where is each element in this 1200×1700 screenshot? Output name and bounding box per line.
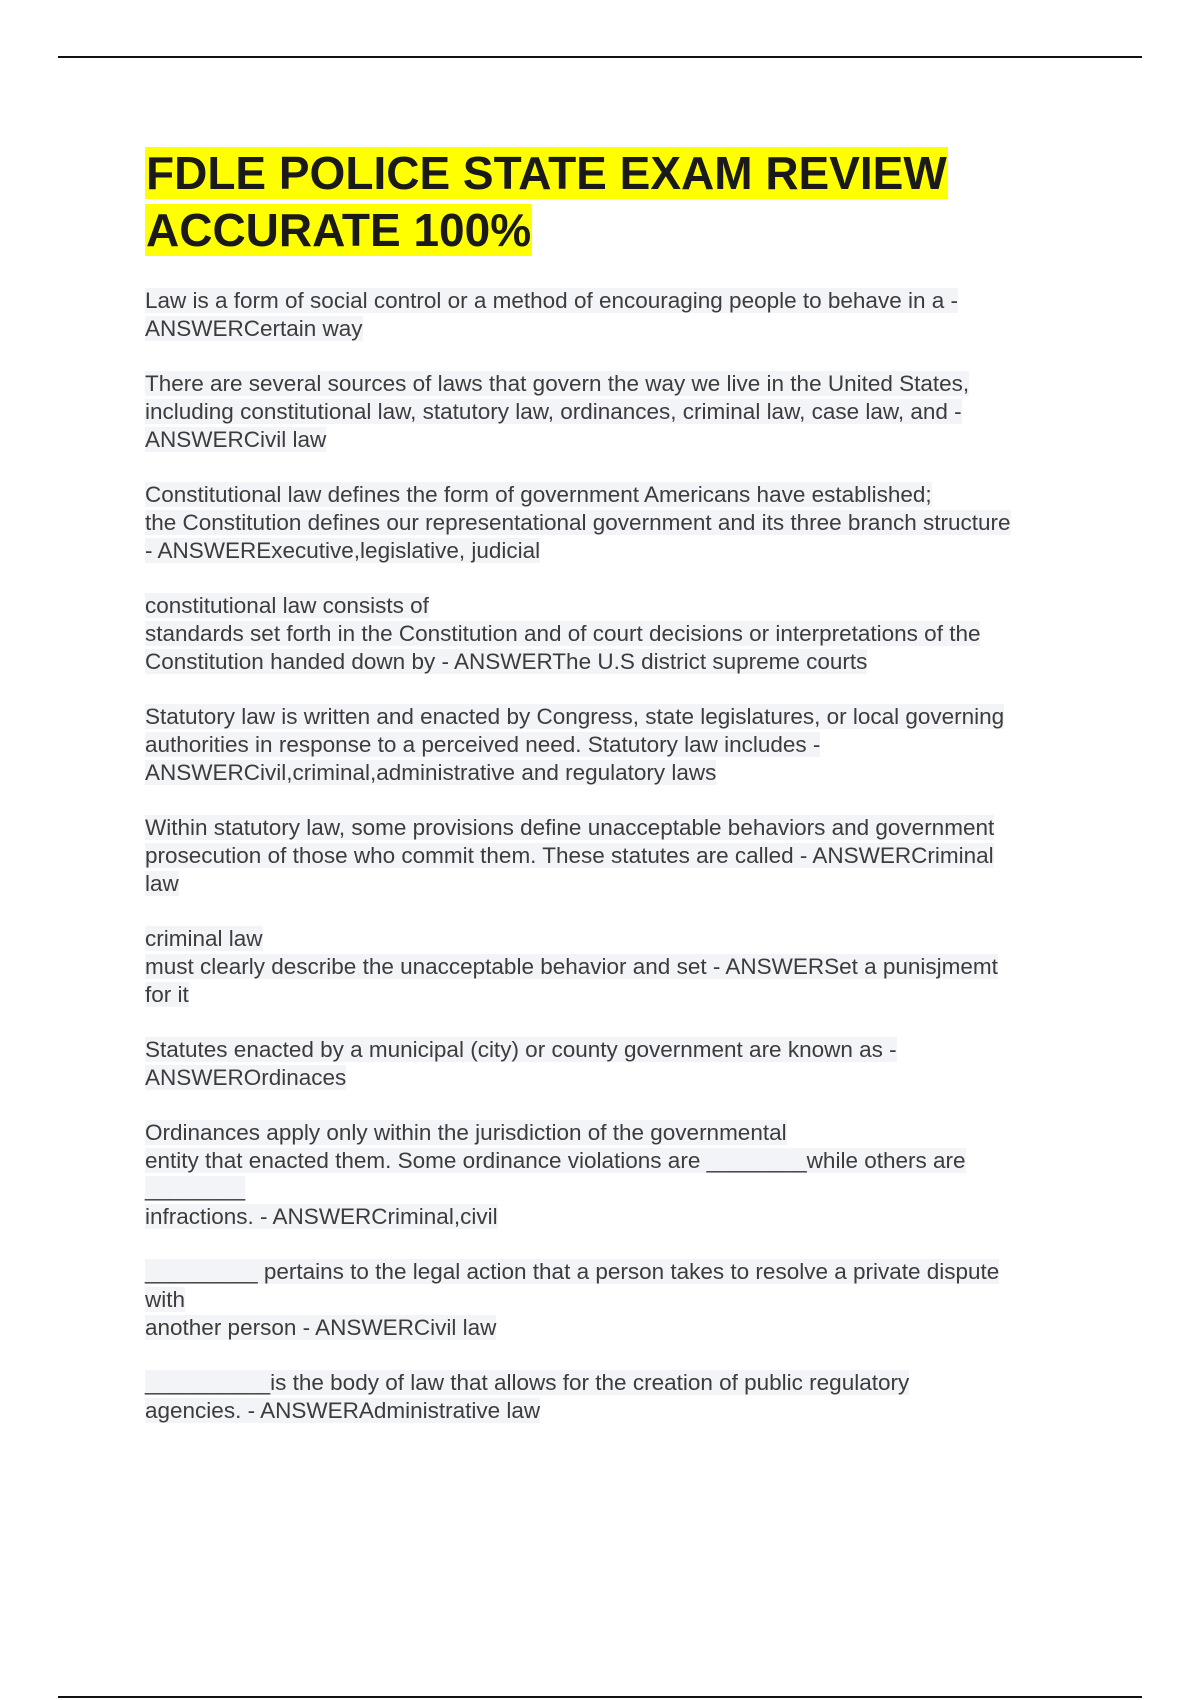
qa-item [145,1369,1080,1425]
title-line-2: ACCURATE 100% [146,204,532,256]
title-line-1: FDLE POLICE STATE EXAM REVIEW [146,147,947,199]
qa-line: ANSWEROrdinaces [145,1065,347,1090]
qa-line: Constitutional law defines the form of government Americans have established; [145,482,932,507]
qa-line: agencies. - ANSWERAdministrative law [145,1398,541,1423]
qa-line: __________is the body of law that allows for the creation of public regulatory [145,1370,910,1395]
qa-line: law [145,871,179,896]
qa-item [145,481,1080,565]
qa-line: infractions. - ANSWERCriminal,civil [145,1204,498,1229]
qa-line: with [145,1287,186,1312]
qa-item [145,287,1080,343]
qa-line: There are several sources of laws that govern the way we live in the United States, [145,371,970,396]
qa-item [145,703,1080,787]
qa-list [145,287,1080,1425]
qa-line: Within statutory law, some provisions define unacceptable behaviors and government [145,815,995,840]
qa-line: ________ [145,1176,246,1201]
document-title [145,145,1080,259]
qa-line: ANSWERCivil,criminal,administrative and regulatory laws [145,760,717,785]
qa-item [145,925,1080,1009]
qa-line: must clearly describe the unacceptable behavior and set - ANSWERSet a punisjmemt [145,954,998,979]
qa-line: ANSWERCivil law [145,427,327,452]
qa-line: prosecution of those who commit them. These statutes are called - ANSWERCriminal [145,843,994,868]
qa-line: constitutional law consists of [145,593,429,618]
qa-line: including constitutional law, statutory law, ordinances, criminal law, case law, and - [145,399,962,424]
qa-line: ANSWERCertain way [145,316,363,341]
qa-item [145,592,1080,676]
top-rule [58,56,1142,58]
qa-item [145,814,1080,898]
qa-line: the Constitution defines our representational government and its three branch structure [145,510,1011,535]
qa-item [145,1036,1080,1092]
qa-line: another person - ANSWERCivil law [145,1315,497,1340]
qa-line: Constitution handed down by - ANSWERThe U.S district supreme courts [145,649,868,674]
bottom-rule [58,1696,1142,1698]
qa-item [145,370,1080,454]
qa-line: entity that enacted them. Some ordinance violations are ________while others are [145,1148,966,1173]
qa-line: Statutes enacted by a municipal (city) or county government are known as - [145,1037,897,1062]
qa-line: for it [145,982,189,1007]
qa-line: Ordinances apply only within the jurisdiction of the governmental [145,1120,787,1145]
qa-line: Statutory law is written and enacted by Congress, state legislatures, or local governing [145,704,1005,729]
qa-item [145,1119,1080,1231]
qa-line: criminal law [145,926,263,951]
qa-line: standards set forth in the Constitution and of court decisions or interpretations of the [145,621,981,646]
qa-item [145,1258,1080,1342]
qa-line: _________ pertains to the legal action that a person takes to resolve a private dispute [145,1259,1000,1284]
document-body [145,145,1080,1452]
qa-line: authorities in response to a perceived need. Statutory law includes - [145,732,821,757]
qa-line: - ANSWERExecutive,legislative, judicial [145,538,541,563]
qa-line: Law is a form of social control or a method of encouraging people to behave in a - [145,288,958,313]
